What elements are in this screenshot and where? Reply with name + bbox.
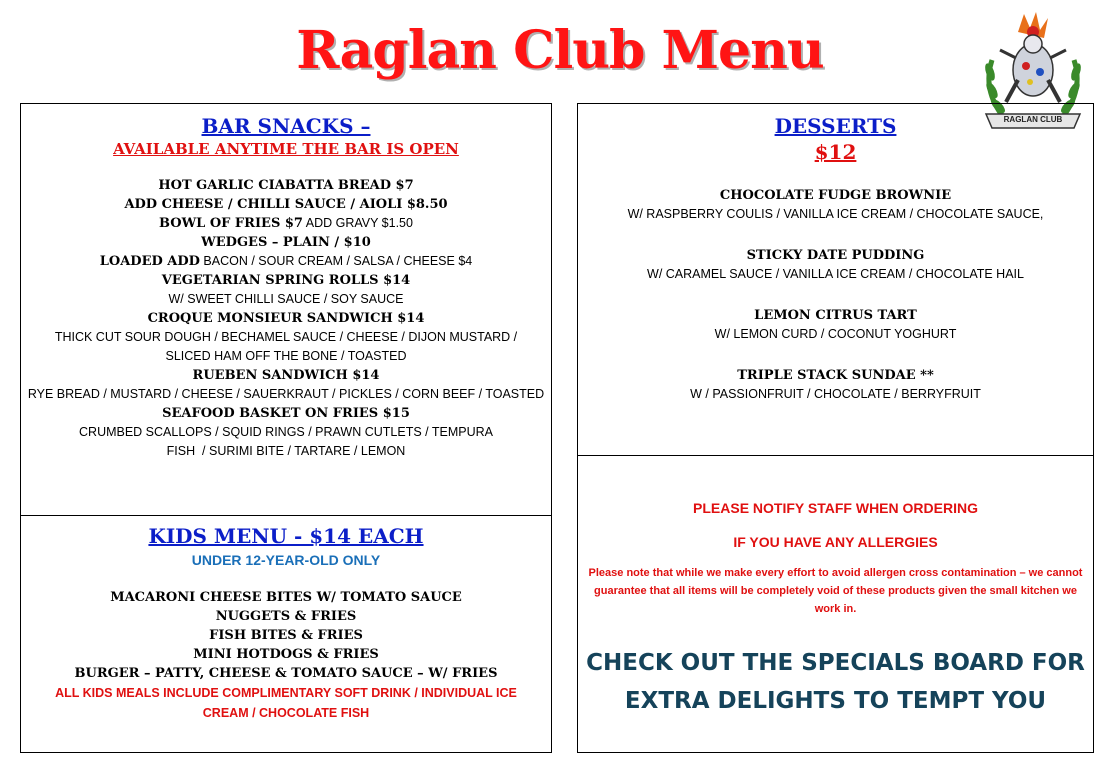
- bar-snack-item-name: LOADED ADD: [99, 254, 200, 269]
- bar-snack-line: [21, 214, 551, 233]
- bar-snack-line: [21, 195, 551, 214]
- kids-inclusion-note-2: CREAM / CHOCOLATE FISH: [202, 706, 370, 720]
- kids-item: NUGGETS & FRIES: [215, 609, 357, 624]
- allergen-disclaimer: Please note that while we make every effort to avoid allergen cross contamination – we cannot guarantee that all items will be completely void of these products given the small kitchen we work in.: [588, 567, 1083, 615]
- kids-item: MINI HOTDOGS & FRIES: [193, 647, 379, 662]
- bar-snacks-heading: BAR SNACKS –: [201, 114, 371, 138]
- bar-snack-item-name: SEAFOOD BASKET ON FRIES $15: [162, 406, 410, 421]
- dessert-name: TRIPLE STACK SUNDAE **: [737, 368, 934, 383]
- bar-snack-item-name: WEDGES – PLAIN / $10: [201, 235, 371, 250]
- specials-board-line-2: EXTRA DELIGHTS TO TEMPT YOU: [624, 688, 1047, 714]
- kids-age-note: UNDER 12-YEAR-OLD ONLY: [191, 552, 381, 568]
- bar-snack-line: [21, 252, 551, 271]
- bar-snack-line: [21, 404, 551, 423]
- bar-snack-item-name: RUEBEN SANDWICH $14: [192, 368, 380, 383]
- bar-snacks-section: [20, 103, 552, 516]
- bar-snacks-list: [21, 176, 551, 461]
- logo-text: RAGLAN CLUB: [1003, 115, 1063, 124]
- desserts-section: [577, 103, 1094, 456]
- kids-menu-heading: KIDS MENU - $14 EACH: [148, 524, 424, 548]
- bar-snack-item-name: CROQUE MONSIEUR SANDWICH $14: [147, 311, 425, 326]
- specials-board-line-1: CHECK OUT THE SPECIALS BOARD FOR: [586, 650, 1085, 676]
- bar-snack-line: [21, 347, 551, 366]
- bar-snack-item-desc: W/ SWEET CHILLI SAUCE / SOY SAUCE: [168, 292, 404, 306]
- bar-snack-line: [21, 271, 551, 290]
- dessert-name: STICKY DATE PUDDING: [746, 248, 925, 263]
- bar-snack-line: [21, 442, 551, 461]
- bar-snack-item-desc: ADD GRAVY $1.50: [302, 216, 413, 230]
- desserts-price: $12: [814, 140, 857, 164]
- kids-item: BURGER – PATTY, CHEESE & TOMATO SAUCE – W/ FRIES: [74, 666, 498, 681]
- allergy-notice-line-2: IF YOU HAVE ANY ALLERGIES: [733, 534, 938, 550]
- bar-snack-item-desc: CRUMBED SCALLOPS / SQUID RINGS / PRAWN CUTLETS / TEMPURA: [79, 425, 493, 439]
- bar-snack-item-name: ADD CHEESE / CHILLI SAUCE / AIOLI $8.50: [124, 197, 448, 212]
- dessert-desc: W / PASSIONFRUIT / CHOCOLATE / BERRYFRUIT: [690, 387, 981, 401]
- bar-snack-item-desc: THICK CUT SOUR DOUGH / BECHAMEL SAUCE / CHEESE / DIJON MUSTARD /: [54, 330, 518, 344]
- bar-snack-line: [21, 176, 551, 195]
- bar-snack-item-name: HOT GARLIC CIABATTA BREAD $7: [158, 178, 414, 193]
- bar-snack-line: [21, 328, 551, 347]
- bar-snack-line: [21, 290, 551, 309]
- allergy-notice-section: [577, 455, 1094, 753]
- kids-item: FISH BITES & FRIES: [209, 628, 363, 643]
- bar-snacks-availability: AVAILABLE ANYTIME THE BAR IS OPEN: [113, 140, 459, 158]
- bar-snack-item-desc: FISH / SURIMI BITE / TARTARE / LEMON: [166, 444, 406, 458]
- bar-snack-item-desc: BACON / SOUR CREAM / SALSA / CHEESE $4: [199, 254, 473, 268]
- dessert-desc: W/ RASPBERRY COULIS / VANILLA ICE CREAM / CHOCOLATE SAUCE,: [627, 207, 1044, 221]
- bar-snack-item-name: BOWL OF FRIES $7: [159, 216, 303, 231]
- allergy-notice-line-1: PLEASE NOTIFY STAFF WHEN ORDERING: [693, 500, 978, 516]
- dessert-name: CHOCOLATE FUDGE BROWNIE: [719, 188, 952, 203]
- dessert-name: LEMON CITRUS TART: [754, 308, 917, 323]
- kids-menu-section: [20, 515, 552, 753]
- bar-snack-item-name: VEGETARIAN SPRING ROLLS $14: [161, 273, 411, 288]
- kids-inclusion-note-1: ALL KIDS MEALS INCLUDE COMPLIMENTARY SOFT DRINK / INDIVIDUAL ICE: [55, 686, 517, 700]
- menu-title: Raglan Club Menu: [296, 20, 824, 81]
- desserts-heading: DESSERTS: [774, 114, 897, 138]
- bar-snack-line: [21, 423, 551, 442]
- dessert-desc: W/ LEMON CURD / COCONUT YOGHURT: [714, 327, 957, 341]
- kids-item: MACARONI CHEESE BITES W/ TOMATO SAUCE: [110, 590, 462, 605]
- bar-snack-line: [21, 233, 551, 252]
- bar-snack-item-desc: RYE BREAD / MUSTARD / CHEESE / SAUERKRAUT / PICKLES / CORN BEEF / TOASTED: [27, 387, 545, 401]
- bar-snack-item-desc: SLICED HAM OFF THE BONE / TOASTED: [165, 349, 407, 363]
- bar-snack-line: [21, 366, 551, 385]
- bar-snack-line: [21, 385, 551, 404]
- bar-snack-line: [21, 309, 551, 328]
- dessert-desc: W/ CARAMEL SAUCE / VANILLA ICE CREAM / CHOCOLATE HAIL: [647, 267, 1024, 281]
